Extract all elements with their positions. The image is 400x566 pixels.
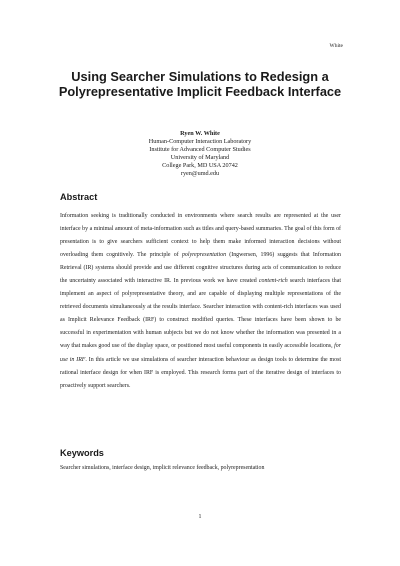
abstract-segment: search interfaces that implement an aspect of polyrepresentative theory, and are capable of displaying multiple representations of the retrieved documents simultaneously at the results interface. Searcher interaction with content-rich interfaces was used as Implicit Relevance Feedback (IRF) to construct modified queries. These interfaces have been shown to be successful in experimentation with human subjects but we do not know whether the information was presented in a way that makes good use of the display space, or positioned most useful components in easily accessible locations, xyxy=(60,278,341,350)
abstract-text xyxy=(60,210,341,393)
author-block xyxy=(80,130,320,179)
page-number: 1 xyxy=(198,514,202,520)
affiliation-line: Institute for Advanced Computer Studies xyxy=(149,146,251,154)
keywords-text: Searcher simulations, interface design, implicit relevance feedback, polyrepresentation xyxy=(60,465,265,471)
paper-title: Using Searcher Simulations to Redesign a Polyrepresentative Implicit Feedback Interface xyxy=(58,69,342,99)
author-email: ryen@umd.edu xyxy=(180,170,220,178)
running-head: White xyxy=(329,43,343,49)
author-name: Ryen W. White xyxy=(180,130,220,137)
affiliation-line: College Park, MD USA 20742 xyxy=(162,162,238,170)
abstract-emphasis: polyrepresentation xyxy=(181,252,227,259)
keywords-heading: Keywords xyxy=(60,448,104,458)
abstract-emphasis: for use in IRF xyxy=(60,343,341,363)
abstract-segment: (Ingwersen, 1996) suggests that Information Retrieval (IR) systems should provide and use different cognitive structures during acts of communication to reduce the uncertainty associated with interactive IR. In previous work we have created xyxy=(60,252,341,285)
affiliation-line: University of Maryland xyxy=(170,154,230,162)
abstract-segment: Information seeking is traditionally conducted in environments where search results are represented at the user interface by a minimal amount of meta-information such as titles and query-based summaries. The goal of this form of presentation is to give searchers sufficient context to help them make informed interaction decisions without overloading them cognitively. The principle of xyxy=(60,213,341,259)
abstract-heading: Abstract xyxy=(60,192,98,202)
abstract-emphasis: content-rich xyxy=(258,278,288,285)
affiliation-line: Human-Computer Interaction Laboratory xyxy=(148,138,252,146)
abstract-segment: . In this article we use simulations of searcher interaction behaviour as design tools to determine the most rational interface design for when IRF is employed. This research forms part of the iterative design of interfaces to proactively support searchers. xyxy=(60,356,341,389)
